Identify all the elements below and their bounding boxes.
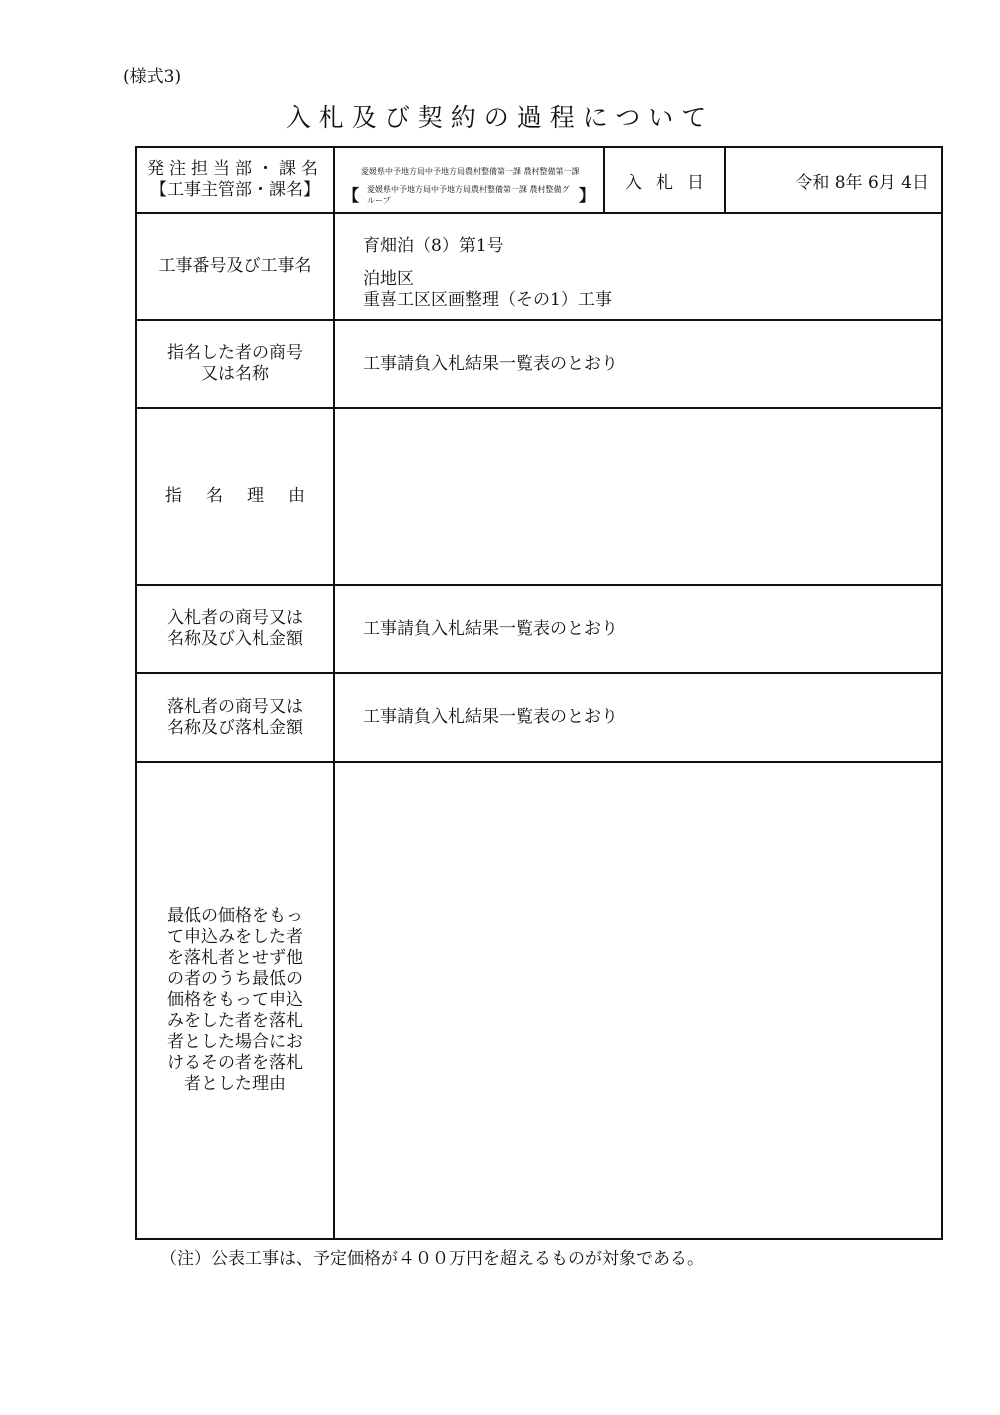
winner-value [335, 674, 941, 761]
bid-date-label: 入札日 [605, 148, 726, 212]
winner-row [137, 674, 941, 763]
reason-row [137, 409, 941, 586]
bid-date-value: 令和 8年 6月 4日 [795, 172, 929, 193]
designated-label: 指名した者の商号 又は名称 [137, 321, 335, 407]
designated-value [335, 321, 941, 407]
project-number: 育畑泊（8）第1号 [363, 236, 504, 256]
bidders-row [137, 586, 941, 674]
form-table [135, 146, 943, 1240]
bidders-text: 工事請負入札結果一覧表のとおり [363, 618, 618, 639]
reason-label: 指名理由 [165, 486, 329, 506]
header-row [137, 148, 941, 214]
dept-label: 発注担当部・課名 [147, 159, 323, 179]
bracket-open: 【 [343, 186, 360, 205]
bracket-close: 】 [578, 186, 595, 205]
project-row [137, 214, 941, 321]
page-title: 入札及び契約の過程について [285, 103, 715, 132]
reason-value [335, 409, 941, 584]
form-number: (様式3) [123, 67, 182, 87]
project-value [335, 214, 941, 319]
supervising-dept [343, 183, 595, 206]
dept-value: 愛媛県中予地方局中予地方局農村整備第一課 農村整備第一課 [361, 167, 580, 176]
supervising-dept-value: 愛媛県中予地方局中予地方局農村整備第一課 農村整備グループ [367, 184, 570, 205]
exception-row [137, 763, 941, 1238]
exception-value [335, 763, 941, 1238]
project-name: 泊地区 重喜工区区画整理（その1）工事 [363, 269, 612, 310]
bidders-value [335, 586, 941, 672]
footnote: （注）公表工事は、予定価格が４００万円を超えるものが対象である。 [160, 1249, 704, 1269]
project-label: 工事番号及び工事名 [137, 214, 335, 319]
winner-label: 落札者の商号又は 名称及び落札金額 [137, 674, 335, 761]
reason-label-cell [137, 409, 335, 584]
bidders-label: 入札者の商号又は 名称及び入札金額 [137, 586, 335, 672]
designated-row [137, 321, 941, 409]
designated-text: 工事請負入札結果一覧表のとおり [363, 353, 618, 374]
supervising-dept-label: 【工事主管部・課名】 [150, 180, 320, 200]
dept-value-cell [335, 148, 605, 212]
exception-label: 最低の価格をもっ て申込みをした者 を落札者とせず他 の者のうち最低の 価格をもって申込 みをした者を落札 者とした場合にお けるその者を落札 者とした理由 [137, 763, 335, 1238]
winner-text: 工事請負入札結果一覧表のとおり [363, 707, 618, 727]
dept-label-cell [137, 148, 335, 212]
